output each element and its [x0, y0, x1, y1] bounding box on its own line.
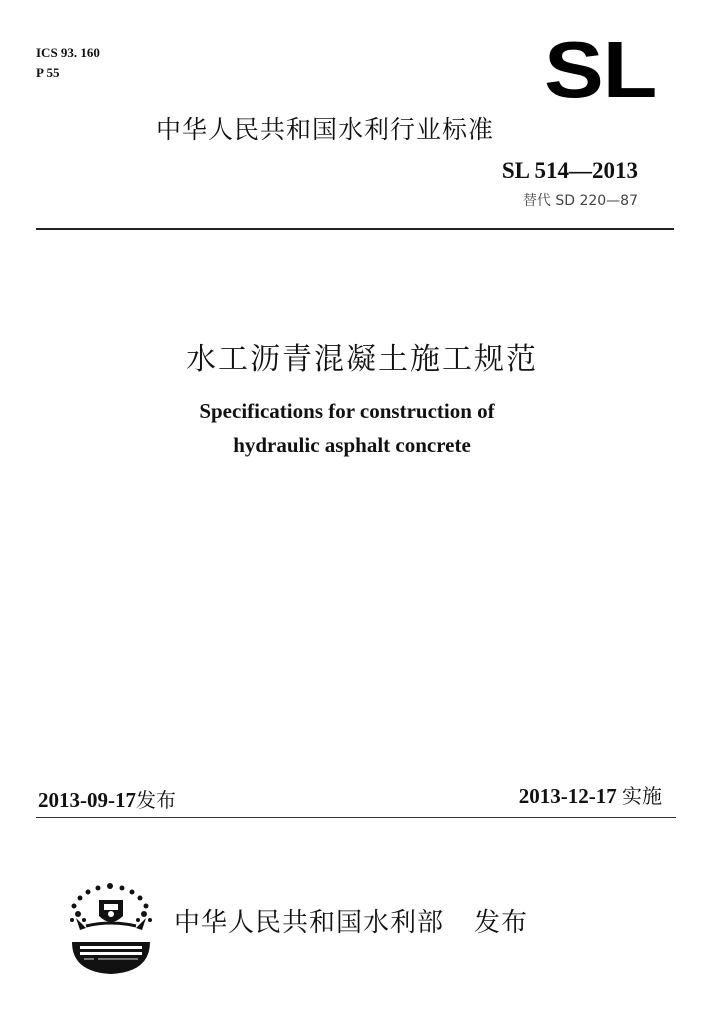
- publisher-action: 发布: [474, 908, 529, 938]
- title-english: [0, 394, 724, 462]
- publisher-emblem-icon: [66, 876, 156, 976]
- standard-code: SL 514—2013: [501, 158, 638, 183]
- issue-label: 发布: [136, 788, 176, 812]
- top-divider: [36, 228, 674, 230]
- title-english-line1: Specifications for construction of: [199, 399, 495, 423]
- implementation-date: [519, 780, 662, 809]
- implementation-label: 实施: [622, 784, 662, 808]
- issue-date-value: 2013-09-17: [38, 788, 136, 812]
- ccs-code: P 55: [36, 65, 60, 80]
- bottom-divider: [36, 817, 676, 818]
- standard-type: 中华人民共和国水利行业标准: [156, 115, 495, 144]
- title-chinese: 水工沥青混凝土施工规范: [186, 342, 538, 377]
- title-english-line2: hydraulic asphalt concrete: [233, 433, 471, 457]
- ics-code: ICS 93. 160: [36, 45, 100, 60]
- implementation-date-value: 2013-12-17: [518, 784, 617, 808]
- issue-date: [38, 784, 176, 813]
- publisher: [174, 902, 528, 939]
- classification-codes: [36, 43, 100, 83]
- replaces-note: 替代 SD 220—87: [522, 193, 638, 209]
- sl-logo: SL: [544, 25, 657, 114]
- publisher-name: 中华人民共和国水利部: [174, 908, 445, 938]
